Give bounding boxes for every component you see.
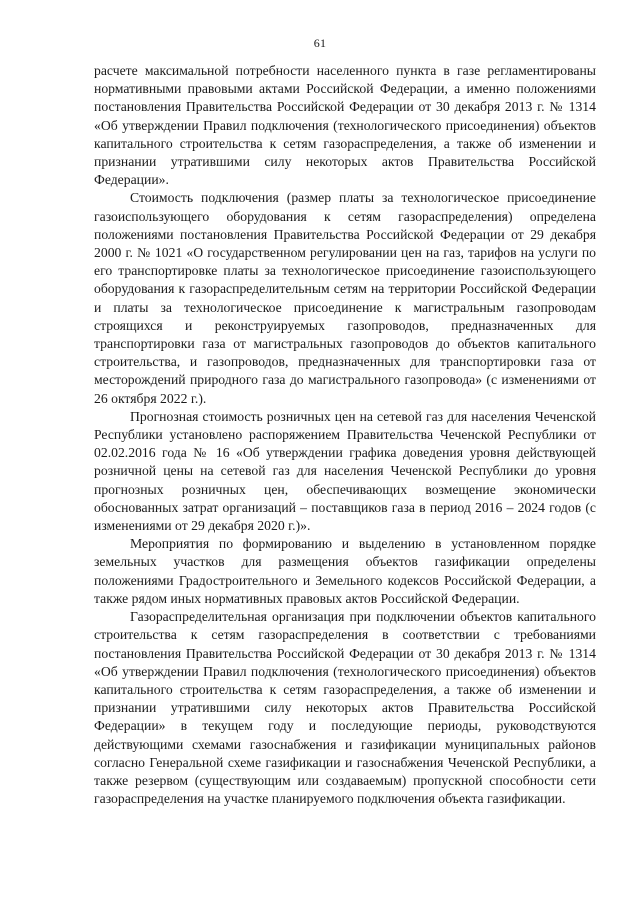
- page-number: 61: [313, 36, 327, 50]
- paragraph-gas-demand-regulation: расчете максимальной потребности населенного пункта в газе регламентированы нормативными правовыми актами Российской Федерации, а именно положениями постановления Правительства Российской Федерации от 30 декабря 2013 г. № 1314 «Об утверждении Правил подключения (технологического присоединения) объектов капитального строительства к сетям газораспределения, а также об изменении и признании утратившими силу некоторых актов Правительства Российской Федерации».: [94, 63, 596, 188]
- paragraph-retail-gas-prices: Прогнозная стоимость розничных цен на сетевой газ для населения Чеченской Республики установлено распоряжением Правительства Чеченской Республики от 02.02.2016 года № 16 «Об утверждении графика доведения уровня действующей розничной цены на сетевой газ для населения Чеченской Республики до уровня прогнозных розничных цен, обеспечивающих возмещение экономически обоснованных затрат организаций – поставщиков газа в период 2016 – 2024 годов (с изменениями от 29 декабря 2020 г.)».: [94, 408, 596, 534]
- paragraph-connection-cost: Стоимость подключения (размер платы за технологическое присоединение газоиспользующего оборудования к сетям газораспределения) определена положениями постановления Правительства Российской Федерации от 29 декабря 2000 г. № 1021 «О государственном регулировании цен на газ, тарифов на услуги по его транспортировке платы за технологическое присоединение газоиспользующего оборудования к газораспределительным сетям на территории Российской Федерации и платы за технологическое присоединение к магистральным газопроводам строящихся и реконструируемых газопроводов, предназначенных для транспортировки газа от магистральных газопроводов до объектов капитального строительства, и газопроводов, предназначенных для транспортировки газа от месторождений природного газа до магистрального газопровода» (с изменениями от 26 октября 2022 г.).: [94, 190, 596, 406]
- paragraph-land-allocation: Мероприятия по формированию и выделению в установленном порядке земельных участков для размещения объектов газификации определены положениями Градостроительного и Земельного кодексов Российской Федерации, а также рядом иных нормативных правовых актов Российской Федерации.: [94, 536, 596, 606]
- paragraph-distribution-organization: Газораспределительная организация при подключении объектов капитального строительства к сетям газораспределения в соответствии с требованиями постановления Правительства Российской Федерации от 30 декабря 2013 г. № 1314 «Об утверждении Правил подключения (технологического присоединения) объектов капитального строительства к сетям газораспределения, а также об изменении и признании утратившими силу некоторых актов Правительства Российской Федерации» в текущем году и последующие периоды, руководствуются действующими схемами газоснабжения и газификации муниципальных районов согласно Генеральной схеме газификации и газоснабжения Чеченской Республики, а также резервом (существующим или создаваемым) пропускной способности сети газораспределения на участке планируемого подключения объекта газификации.: [94, 609, 596, 807]
- body-text: [94, 62, 596, 808]
